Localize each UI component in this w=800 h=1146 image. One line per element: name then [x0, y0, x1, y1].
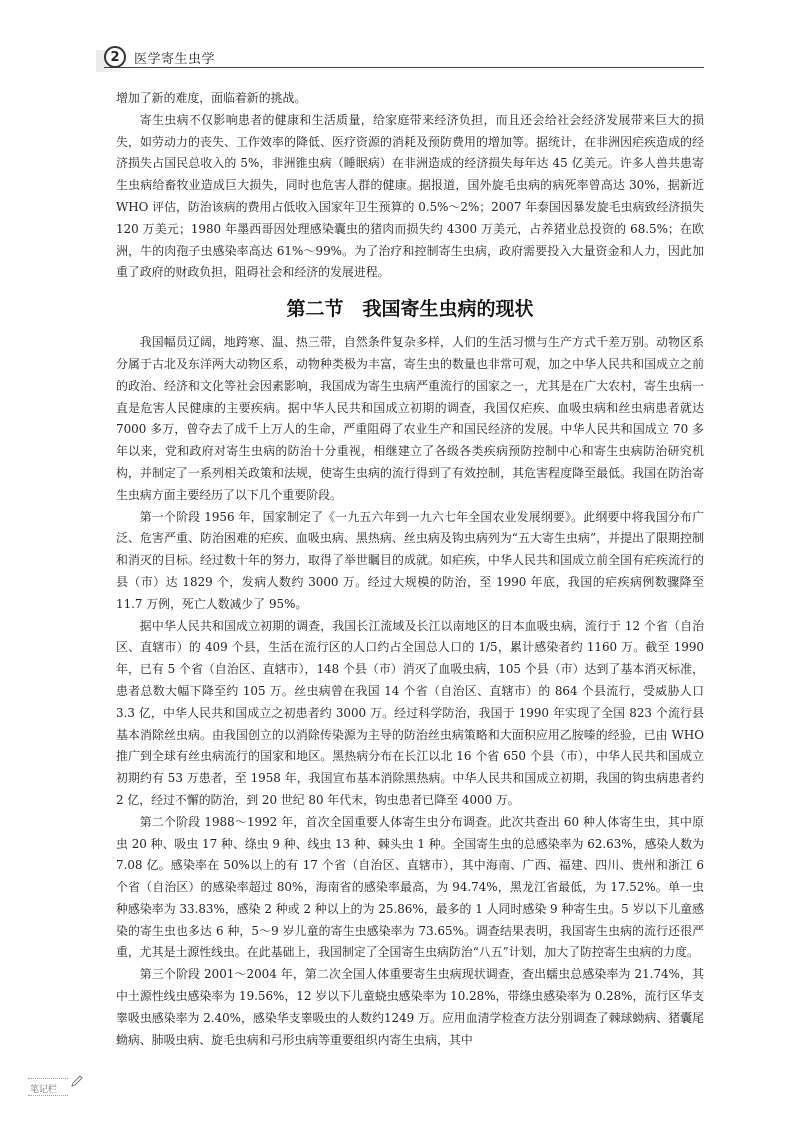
paragraph: 第三个阶段 2001～2004 年，第二次全国人体重要寄生虫病现状调查，查出蠕虫总感染率为 21.74%，其中土源性线虫感染率为 19.56%，12 岁以下儿童蛲虫感染率为 10.28%，带绦虫感染率为 0.28%，流行区华支睾吸虫感染率为 2.40%，感染华支睾吸虫的人数约1249 万。应用血清学检查方法分别调查了棘球蚴病、猪囊尾蚴病、肺吸虫病、旋毛虫病和弓形虫病等重要组织内寄生虫病，其中: [116, 967, 704, 1047]
page-number: 2: [104, 46, 126, 68]
page-header: [0, 0, 800, 80]
margin-notes: [24, 1060, 88, 1100]
page-body: [116, 88, 704, 1051]
pencil-icon: [70, 1074, 84, 1088]
paragraph: 第一个阶段 1956 年，国家制定了《一九五六年到一九六七年全国农业发展纲要》。此纲要中将我国分布广泛、危害严重、防治困难的疟疾、血吸虫病、黑热病、丝虫病及钩虫病列为“五大寄生虫病”，并提出了限期控制和消灭的目标。经过数十年的努力，取得了举世瞩目的成就。如疟疾，中华人民共和国成立前全国有疟疾流行的县（市）达 1829 个，发病人数约 3000 万。经过大规模的防治，至 1990 年底，我国的疟疾病例数骤降至 11.7 万例，死亡人数减少了 95%。: [116, 509, 704, 611]
paragraph: 我国幅员辽阔，地跨寒、温、热三带，自然条件复杂多样，人们的生活习惯与生产方式千差万别。动物区系分属于古北及东洋两大动物区系，动物种类极为丰富，寄生虫的数量也非常可观，加之中华人民共和国成立之前的政治、经济和文化等社会因素影响，我国成为寄生虫病严重流行的国家之一，尤其是在广大农村，寄生虫病一直是危害人民健康的主要疾病。据中华人民共和国成立初期的调查，我国仅疟疾、血吸虫病和丝虫病患者就达 7000 多万，曾夺去了成千上万人的生命，严重阻碍了农业生产和国民经济的发展。中华人民共和国成立 70 多年以来，党和政府对寄生虫病的防治十分重视，相继建立了各级各类疾病预防控制中心和寄生虫病防治研究机构，并制定了一系列相关政策和法规，使寄生虫病的流行得到了有效控制，其危害程度降至最低。我国在防治寄生虫病方面主要经历了以下几个重要阶段。: [116, 335, 704, 502]
paragraph: 增加了新的难度，面临着新的挑战。: [116, 91, 307, 105]
paragraph: 据中华人民共和国成立初期的调查，我国长江流域及长江以南地区的日本血吸虫病，流行于 12 个省（自治区、直辖市）的 409 个县，生活在流行区的人口约占全国总人口的 1/5，累计感染者约 1160 万。截至 1990 年，已有 5 个省（自治区、直辖市），148 个县（市）消灭了血吸虫病，105 个县（市）达到了基本消灭标准，患者总数大幅下降至约 105 万。丝虫病曾在我国 14 个省（自治区、直辖市）的 864 个县流行，受威胁人口 3.3 亿，中华人民共和国成立之初患者约 3000 万。经过科学防治，我国于 1990 年实现了全国 823 个流行县基本消除丝虫病。由我国创立的以消除传染源为主导的防治丝虫病策略和大面积应用乙胺嗪的经验，已由 WHO 推广到全球有丝虫病流行的国家和地区。黑热病分布在长江以北 16 个省 650 个县（市），中华人民共和国成立初期约有 53 万患者，至 1958 年，我国宣布基本消除黑热病。中华人民共和国成立初期，我国的钩虫病患者约 2 亿，经过不懈的防治，到 20 世纪 80 年代末，钩虫患者已降至 4000 万。: [116, 618, 704, 807]
paragraph: 寄生虫病不仅影响患者的健康和生活质量，给家庭带来经济负担，而且还会给社会经济发展带来巨大的损失，如劳动力的丧失、工作效率的降低、医疗资源的消耗及预防费用的增加等。据统计，在非洲因疟疾造成的经济损失占国民总收入的 5%，非洲锥虫病（睡眠病）在非洲造成的经济损失每年达 45 亿美元。许多人兽共患寄生虫病给畜牧业造成巨大损失，同时也危害人群的健康。据报道，国外旋毛虫病的病死率曾高达 30%，据新近 WHO 评估，防治该病的费用占低收入国家年卫生预算的 0.5%～2%；2007 年泰国因暴发旋毛虫病致经济损失 120 万美元；1980 年墨西哥因处理感染囊虫的猪肉而损失约 4300 万美元，占养猪业总投资的 68.5%；在欧洲，牛的肉孢子虫感染率高达 61%～99%。为了治疗和控制寄生虫病，政府需要投入大量资金和人力，因此加重了政府的财政负担，阻碍社会和经济的发展进程。: [116, 112, 704, 280]
running-title: 医学寄生虫学: [134, 52, 216, 67]
notes-label: 笔记栏: [30, 1085, 58, 1095]
paragraph: 第二个阶段 1988～1992 年，首次全国重要人体寄生虫分布调查。此次共查出 60 种人体寄生虫，其中原虫 20 种、吸虫 17 种、绦虫 9 种、线虫 13 种、棘头虫 1 种。全国寄生虫的总感染率为 62.63%，感染人数为 7.08 亿。感染率在 50%以上的有 17 个省（自治区、直辖市），其中海南、广西、福建、四川、贵州和浙江 6 个省（自治区）的感染率超过 80%，海南省的感染率最高，为 94.74%，黑龙江省最低，为 17.52%。单一虫种感染率为 33.83%，感染 2 种或 2 种以上的为 25.86%，最多的 1 人同时感染 9 种寄生虫。5 岁以下儿童感染的寄生虫也多达 6 种，5～9 岁儿童的寄生虫感染率为 73.65%。调查结果表明，我国寄生虫病的流行还很严重，尤其是土源性线虫。在此基础上，我国制定了全国寄生虫病防治“八五”计划，加大了防控寄生虫病的力度。: [116, 814, 704, 960]
section-title: 第二节 我国寄生虫病的现状: [286, 298, 534, 321]
header-rule: [104, 67, 704, 68]
